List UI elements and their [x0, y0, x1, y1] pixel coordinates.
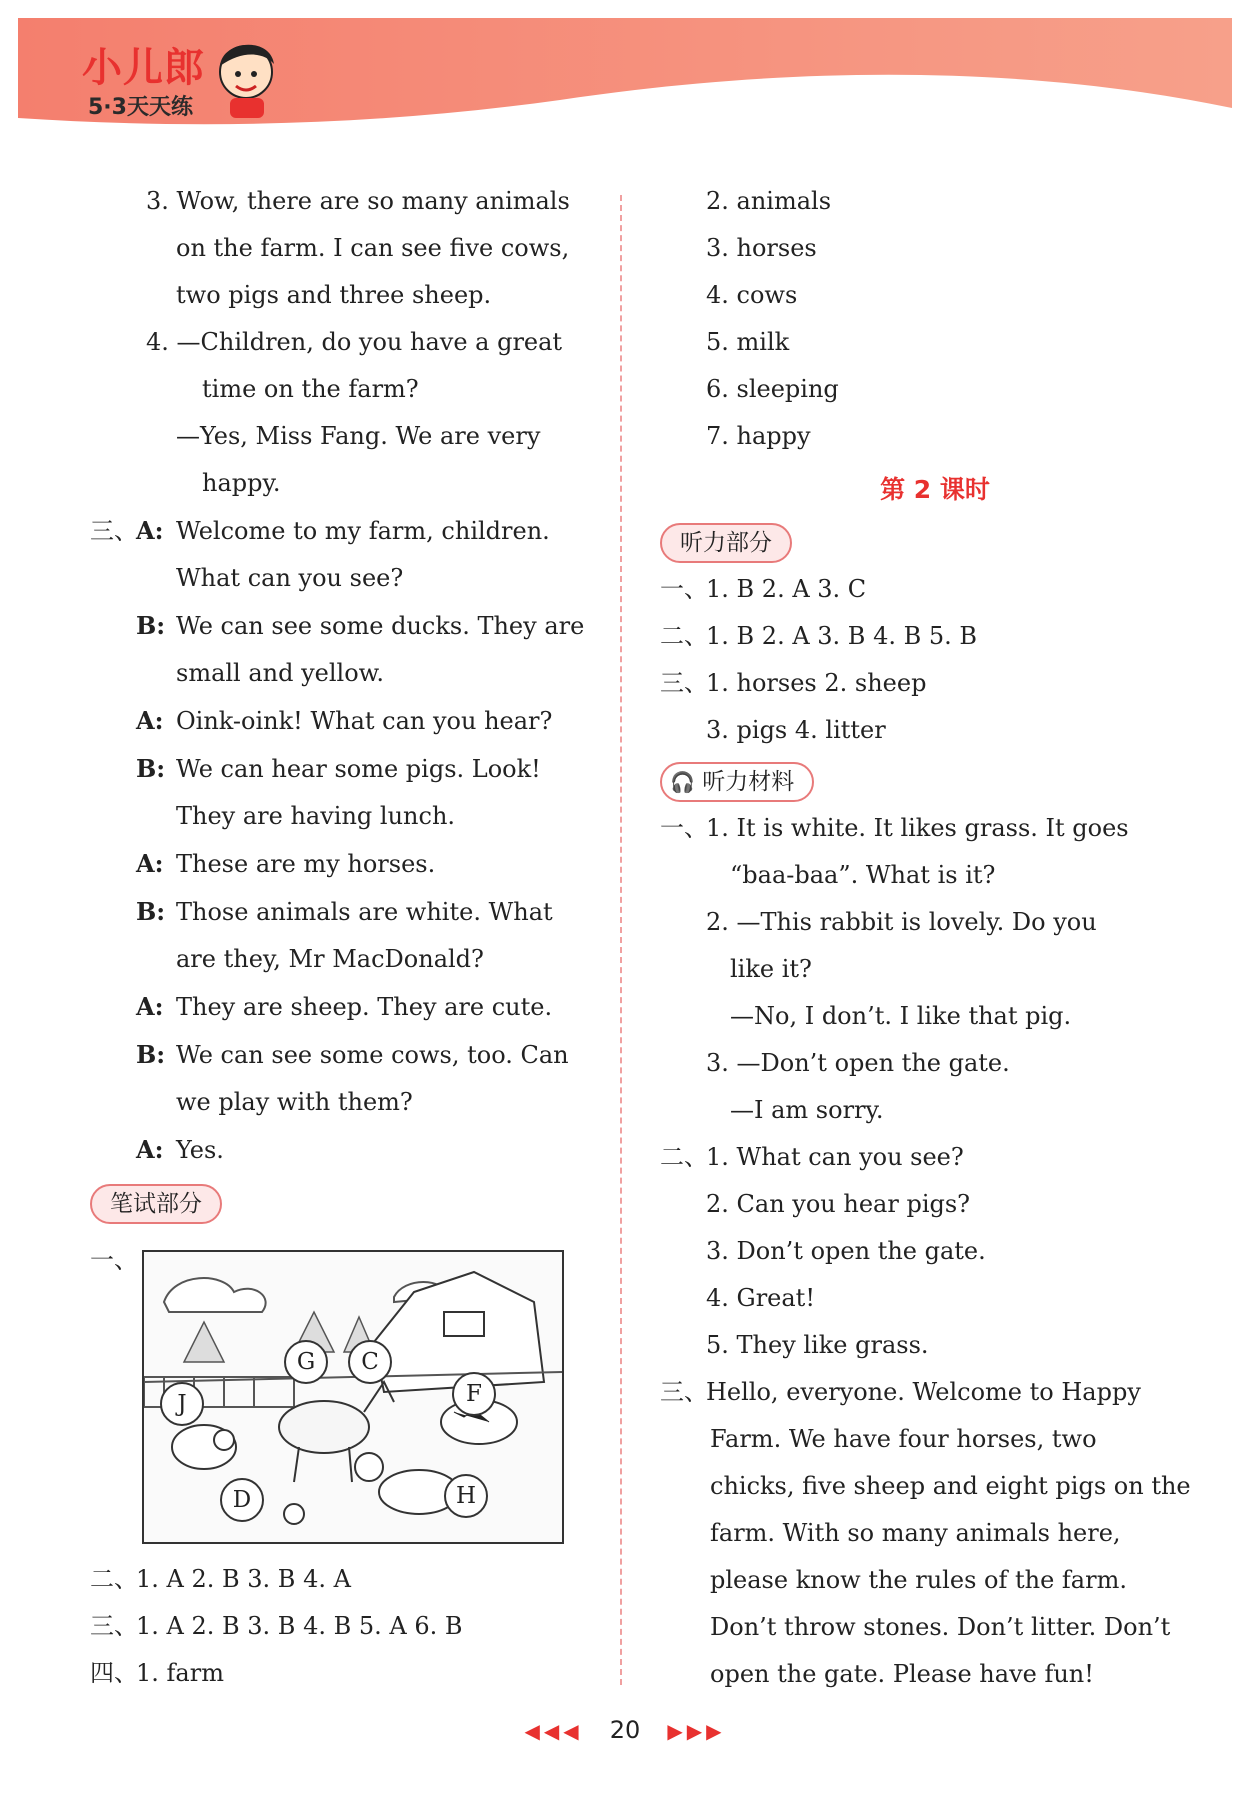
line-text: open the gate. Please have fun! [710, 1660, 1094, 1688]
dialog-text: We can see some ducks. They are [176, 612, 585, 640]
section-label: 二、 [660, 622, 708, 650]
dialog-line [90, 1079, 590, 1126]
line-text: Farm. We have four horses, two [710, 1425, 1097, 1453]
answer-item [660, 225, 1210, 272]
dialog-text: What can you see? [176, 564, 404, 592]
question-4 [90, 319, 590, 507]
column-divider [620, 195, 622, 1685]
material-line [660, 1651, 1210, 1698]
line-text: 6. sleeping [706, 375, 839, 403]
text-line: two pigs and three sheep. [176, 281, 492, 309]
farm-scene-image [142, 1250, 564, 1544]
mascot-boy-icon [212, 30, 282, 120]
answer-row [90, 1603, 590, 1650]
dialog-text: are they, Mr MacDonald? [176, 945, 484, 973]
dialog-line [90, 650, 590, 697]
section-label: 一、 [660, 575, 708, 603]
line-text: 3. —Don’t open the gate. [706, 1049, 1010, 1077]
dialog-line [90, 697, 590, 745]
material-part-1 [660, 805, 1210, 1134]
dialog-section [90, 507, 590, 1174]
material-line [660, 1369, 1210, 1416]
speaker-label: B: [136, 754, 166, 783]
section-label: 三、 [90, 1612, 138, 1640]
scene-label-circle: F [452, 1372, 496, 1416]
line-text: 3. horses [706, 234, 817, 262]
section-label: 四、 [90, 1659, 138, 1687]
material-part-2 [660, 1134, 1210, 1369]
scene-label-circle: J [160, 1382, 204, 1426]
line-text: 3. pigs 4. litter [706, 716, 886, 744]
material-line [660, 993, 1210, 1040]
text-line: 4. —Children, do you have a great [146, 328, 563, 356]
farm-illustration-icon [144, 1252, 562, 1542]
text-line: time on the farm? [202, 375, 419, 403]
dialog-text: Welcome to my farm, children. [176, 517, 550, 545]
material-line [660, 946, 1210, 993]
scene-label-circle: D [220, 1478, 264, 1522]
section-label: 一、 [90, 1246, 138, 1274]
text-line: —Yes, Miss Fang. We are very [176, 422, 541, 450]
lesson-title: 第 2 课时 [880, 475, 990, 504]
material-line [660, 1510, 1210, 1557]
line-text: 4. cows [706, 281, 798, 309]
listening-pill-row [660, 519, 1210, 566]
material-line [660, 1275, 1210, 1322]
prev-arrows-icon: ◀◀◀ [524, 1719, 583, 1743]
dialog-text: Those animals are white. What [176, 898, 553, 926]
speaker-label: B: [136, 1040, 166, 1069]
material-line [660, 1228, 1210, 1275]
line-text: 4. Great! [706, 1284, 815, 1312]
dialog-text: These are my horses. [176, 850, 436, 878]
speaker-label: A: [136, 849, 164, 878]
material-line [660, 1322, 1210, 1369]
line-text: —I am sorry. [730, 1096, 884, 1124]
line-text: 5. They like grass. [706, 1331, 929, 1359]
section-label: 一、 [660, 814, 708, 842]
page-footer [0, 1716, 1250, 1744]
question-3 [90, 178, 590, 319]
line-text: 1. farm [136, 1659, 224, 1687]
header-band [0, 0, 1250, 150]
material-line [660, 852, 1210, 899]
dialog-text: Yes. [176, 1136, 224, 1164]
material-line [660, 1134, 1210, 1181]
listening-section-pill: 听力部分 [660, 523, 792, 563]
written-section-pill: 笔试部分 [90, 1184, 222, 1224]
dialog-text: We can hear some pigs. Look! [176, 755, 541, 783]
line-text: 1. What can you see? [706, 1143, 964, 1171]
section-label: 三、 [660, 669, 708, 697]
line-text: —No, I don’t. I like that pig. [730, 1002, 1072, 1030]
left-column [90, 178, 590, 1284]
dialog-line [90, 840, 590, 888]
line-text: 2. —This rabbit is lovely. Do you [706, 908, 1097, 936]
headphones-icon: 🎧 [670, 770, 695, 794]
answer-row [660, 566, 1210, 613]
dialog-text: They are having lunch. [176, 802, 456, 830]
line-text: “baa-baa”. What is it? [730, 861, 996, 889]
material-part-3 [660, 1369, 1210, 1698]
material-line [660, 1604, 1210, 1651]
brand-logo: 小儿郎 [82, 45, 205, 91]
section-label: 二、 [660, 1143, 708, 1171]
scene-label-circle: G [284, 1340, 328, 1384]
speaker-label: A: [136, 706, 164, 735]
answer-row [660, 707, 1210, 754]
line-text: Don’t throw stones. Don’t litter. Don’t [710, 1613, 1171, 1641]
dialog-text: They are sheep. They are cute. [176, 993, 553, 1021]
answer-row [90, 1556, 590, 1603]
text-line: happy. [202, 469, 281, 497]
line-text: 1. It is white. It likes grass. It goes [706, 814, 1129, 842]
material-line [660, 1040, 1210, 1087]
line-text: chicks, five sheep and eight pigs on the [710, 1472, 1191, 1500]
dialog-line [90, 936, 590, 983]
series-name: 5·3天天练 [88, 95, 193, 120]
line-text: like it? [730, 955, 812, 983]
answer-item [660, 319, 1210, 366]
scene-label-circle: H [444, 1474, 488, 1518]
dialog-line [90, 555, 590, 602]
dialog-text: We can see some cows, too. Can [176, 1041, 569, 1069]
dialog-text: Oink-oink! What can you hear? [176, 707, 553, 735]
material-pill-row [660, 758, 1210, 805]
material-line [660, 1181, 1210, 1228]
dialog-line [90, 602, 590, 650]
section-label: 二、 [90, 1565, 138, 1593]
line-text: 1. A 2. B 3. B 4. B 5. A 6. B [136, 1612, 463, 1640]
next-arrows-icon: ▶▶▶ [667, 1719, 726, 1743]
speaker-label: A: [136, 992, 164, 1021]
line-text: 5. milk [706, 328, 790, 356]
section-label: 三、 [90, 517, 138, 545]
dialog-line [90, 507, 590, 555]
line-text: 7. happy [706, 422, 811, 450]
answer-item [660, 366, 1210, 413]
speaker-label: A: [136, 516, 164, 545]
section-label: 三、 [660, 1378, 708, 1406]
speaker-label: B: [136, 611, 166, 640]
dialog-line [90, 1126, 590, 1174]
text-line: 3. Wow, there are so many animals [146, 187, 570, 215]
right-column [660, 178, 1210, 1698]
material-pill-label: 听力材料 [702, 769, 795, 795]
line-text: 1. horses 2. sheep [706, 669, 927, 697]
dialog-line [90, 983, 590, 1031]
answer-item [660, 178, 1210, 225]
speaker-label: A: [136, 1135, 164, 1164]
material-line [660, 1416, 1210, 1463]
line-text: 3. Don’t open the gate. [706, 1237, 986, 1265]
line-text: 1. B 2. A 3. B 4. B 5. B [706, 622, 978, 650]
line-text: farm. With so many animals here, [710, 1519, 1121, 1547]
material-line [660, 1463, 1210, 1510]
material-line [660, 1087, 1210, 1134]
answer-item [660, 272, 1210, 319]
answer-row [90, 1650, 590, 1697]
material-line [660, 1557, 1210, 1604]
line-text: 2. animals [706, 187, 832, 215]
line-text: 1. A 2. B 3. B 4. A [136, 1565, 351, 1593]
text-line: on the farm. I can see five cows, [176, 234, 570, 262]
dialog-text: small and yellow. [176, 659, 385, 687]
dialog-line [90, 888, 590, 936]
line-text: 2. Can you hear pigs? [706, 1190, 971, 1218]
line-text: please know the rules of the farm. [710, 1566, 1127, 1594]
answer-list [660, 178, 1210, 460]
answer-row [660, 660, 1210, 707]
page-number: 20 [609, 1716, 641, 1744]
material-section-pill [660, 762, 814, 802]
scene-label-circle: C [348, 1340, 392, 1384]
answer-row [660, 613, 1210, 660]
dialog-text: we play with them? [176, 1088, 413, 1116]
dialog-line [90, 1031, 590, 1079]
material-line [660, 805, 1210, 852]
dialog-line [90, 745, 590, 793]
left-answers [90, 1556, 590, 1697]
written-pill-row [90, 1180, 590, 1227]
dialog-line [90, 793, 590, 840]
speaker-label: B: [136, 897, 166, 926]
line-text: 1. B 2. A 3. C [706, 575, 867, 603]
material-line [660, 899, 1210, 946]
listening-answers [660, 566, 1210, 754]
answer-item [660, 413, 1210, 460]
line-text: Hello, everyone. Welcome to Happy [706, 1378, 1141, 1406]
